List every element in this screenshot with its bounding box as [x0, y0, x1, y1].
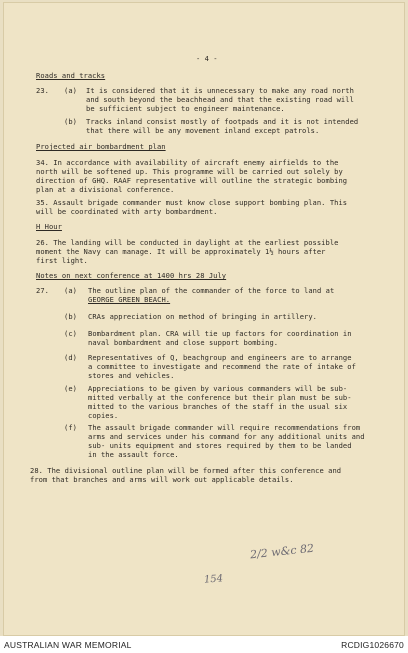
note-item-line: The assault brigade commander will require recommendations from	[88, 423, 361, 432]
para-34-line: north will be softened up. This programme will be carried out solely by	[36, 167, 343, 176]
para-23b-line: Tracks inland consist mostly of footpads and it is not intended	[86, 117, 359, 126]
note-item-line: copies.	[88, 411, 119, 420]
note-item-line: in the assault force.	[88, 450, 179, 459]
note-item-line: mitted to the various branches of the staff in the usual six	[88, 402, 348, 411]
note-item-line: Representatives of Q, beachgroup and engineers are to arrange	[88, 353, 352, 362]
para-26-line: moment the Navy can manage. It will be approximately 1½ hours after	[36, 247, 326, 256]
heading-air-bombardment: Projected air bombardment plan	[36, 142, 166, 151]
para-23b-label: (b)	[64, 117, 77, 126]
note-item-label: (c)	[64, 329, 77, 338]
note-item-label: (e)	[64, 384, 77, 393]
note-item-line: mitted verbally at the conference but their plan must be sub-	[88, 393, 352, 402]
para-26-line: first light.	[36, 256, 88, 265]
note-item-line: Appreciations to be given by various commanders will be sub-	[88, 384, 348, 393]
note-item-label: (b)	[64, 312, 77, 321]
note-item-line: arms and services under his command for any additional units and	[88, 432, 365, 441]
para-23b-line: that there will be any movement inland except patrols.	[86, 126, 320, 135]
note-item-line: sub- units equipment and stores required by them to be landed	[88, 441, 352, 450]
para-23a-line: It is considered that it is unnecessary to make any road north	[86, 86, 354, 95]
para-28-line: from that branches and arms will work out applicable details.	[30, 475, 294, 484]
note-item-line: The outline plan of the commander of the force to land at	[88, 286, 335, 295]
para-23a-label: (a)	[64, 86, 77, 95]
heading-h-hour: H Hour	[36, 222, 62, 231]
para-34-line: 34. In accordance with availability of aircraft enemy airfields to the	[36, 158, 339, 167]
page-number: - 4 -	[196, 54, 218, 63]
archive-footer	[0, 636, 408, 653]
note-item-line: stores and vehicles.	[88, 371, 175, 380]
note-item-label: (f)	[64, 423, 77, 432]
para-23a-line: and south beyond the beachhead and that the existing road will	[86, 95, 354, 104]
document-page	[3, 2, 405, 636]
note-item-line: a committee to investigate and recommend the rate of intake of	[88, 362, 356, 371]
note-item-label: (a)	[64, 286, 77, 295]
note-item-label: (d)	[64, 353, 77, 362]
heading-next-conference: Notes on next conference at 1400 hrs 28 July	[36, 271, 227, 280]
para-34-line: direction of GHQ. RAAF representative will outline the strategic bombing	[36, 176, 348, 185]
heading-roads-and-tracks: Roads and tracks	[36, 71, 106, 80]
handwritten-number: 154	[203, 573, 224, 586]
note-item-line: naval bombardment and close support bombing.	[88, 338, 279, 347]
para-23a-line: be sufficient subject to engineer maintenance.	[86, 104, 285, 113]
footer-record-id: RCDIG1026670	[341, 640, 404, 650]
para-26-line: 26. The landing will be conducted in daylight at the earliest possible	[36, 238, 339, 247]
note-item-line: GEORGE GREEN BEACH.	[88, 295, 171, 304]
para-35-line: 35. Assault brigade commander must know close support bombing plan. This	[36, 198, 348, 207]
note-item-line: CRAs appreciation on method of bringing in artillery.	[88, 312, 318, 321]
para-23-number: 23.	[36, 86, 49, 95]
para-27-number: 27.	[36, 286, 49, 295]
footer-institution: AUSTRALIAN WAR MEMORIAL	[4, 640, 132, 650]
para-34-line: plan at a divisional conference.	[36, 185, 175, 194]
note-item-line: Bombardment plan. CRA will tie up factors for coordination in	[88, 329, 352, 338]
handwritten-note: 2/2 w&c 82	[249, 541, 315, 562]
para-35-line: will be coordinated with arty bombardment.	[36, 207, 218, 216]
para-28-line: 28. The divisional outline plan will be formed after this conference and	[30, 466, 342, 475]
